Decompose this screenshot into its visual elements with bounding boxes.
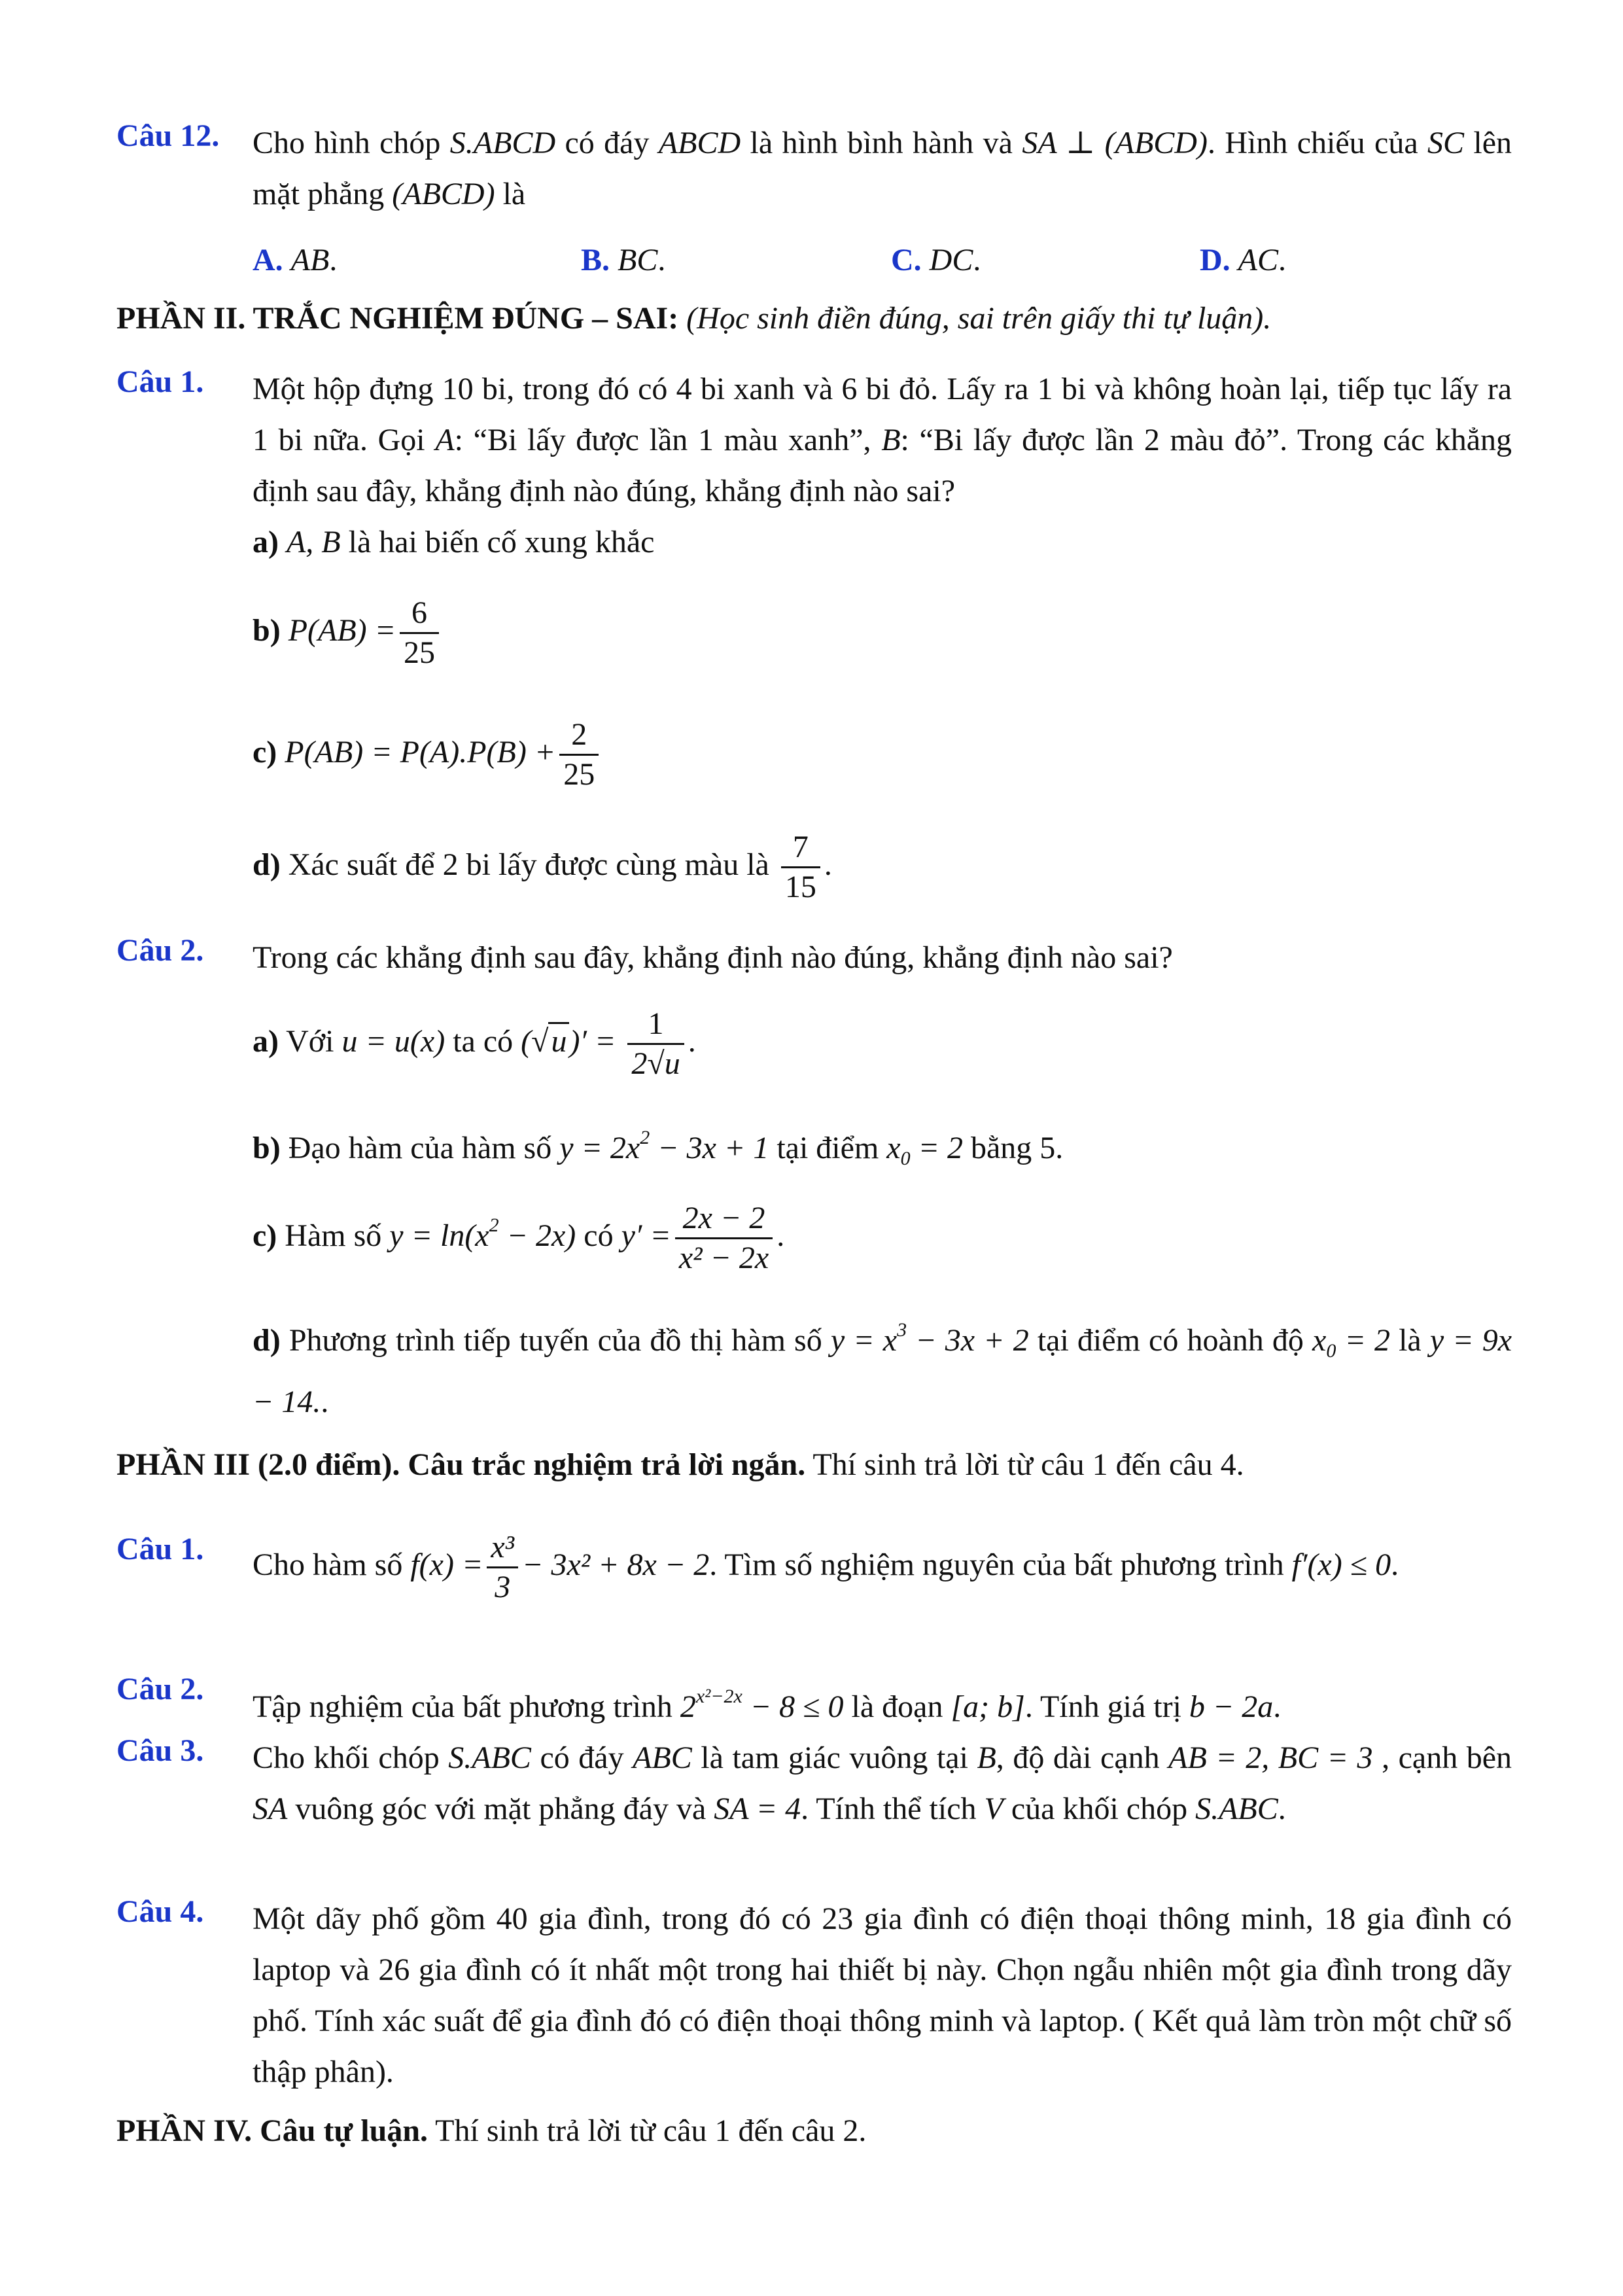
question-text: Trong các khẳng định sau đây, khẳng định nào đúng, khẳng định nào sai? [253,940,1173,975]
statement-a: a) Với u = u(x) ta có (√u)′ = $\frac{1}{2√u}$ . [253,1006,696,1082]
question-text: Tập nghiệm của bất phương trình $2^{x^2-2x} - 8 \le 0$ là đoạn [a; b]. Tính giá trị b − 2a. [253,1686,1282,1724]
statement-b: b) P(AB) = $\frac{6}{25}$ [253,597,1512,670]
question-label: Câu 12. [116,118,220,153]
question-label: Câu 1. [116,1532,204,1566]
fraction: $\frac{1}{2√u}$ [627,1008,684,1081]
question-text: Một hộp đựng 10 bi, trong đó có 4 bi xanh và 6 bi đỏ. Lấy ra 1 bi và không hoàn lại, tiếp tục lấy ra 1 bi nữa. Gọi A: “Bi lấy được lần 1 màu xanh”, B: “Bi lấy được lần 2 màu đỏ”. Trong các khẳng định sau đây, khẳng định nào đúng, khẳng định nào sai? [253,372,1512,508]
fraction: $\frac{2}{25}$ [559,718,599,792]
statement-a: a) A, B là hai biến cố xung khắc [253,525,655,559]
statement-c: c) Hàm số $y = \ln(x^2 - 2x)$ có y′ = $\frac{2x - 2}{\text{x² − 2x}}$ . [253,1201,785,1276]
fraction: $\frac{6}{25}$ [400,597,439,670]
option-b[interactable]: B. BC. [581,243,666,277]
fraction: $\frac{7}{15}$ [781,831,820,904]
question-text: Một dãy phố gồm 40 gia đình, trong đó có 23 gia đình có điện thoại thông minh, 18 gia đình có laptop và 26 gia đình có ít nhất một trong hai thiết bị này. Chọn ngẫu nhiên một gia đình trong dãy phố. Tính xác suất để gia đình đó có điện thoại thông minh và laptop. ( Kết quả làm tròn một chữ số thập phân). [253,1901,1512,2089]
statement-d: d) Xác suất để 2 bi lấy được cùng màu là $\frac{7}{15}$ . [253,830,832,905]
part-4-heading: PHẦN IV. Câu tự luận. Thí sinh trả lời từ câu 1 đến câu 2. [116,2113,867,2148]
question-label: Câu 4. [116,1894,204,1929]
question-label: Câu 2. [116,1672,204,1706]
option-a[interactable]: A. AB. [253,243,338,277]
question-text: Cho hình chóp S.ABCD có đáy ABCD là hình bình hành và SA ⊥ (ABCD). Hình chiếu của SC lên mặt phẳng (ABCD) là [253,126,1512,211]
statement-d: d) Phương trình tiếp tuyến của đồ thị hàm số $y = x^3 - 3x + 2$ tại điểm có hoành độ $x_0 = 2$ là y = 9x − 14.. [253,1319,1512,1419]
statement-b: b) Đạo hàm của hàm số $y = 2x^2 - 3x + 1$ tại điểm $x_0 = 2$ bằng 5. [253,1127,1064,1169]
question-label: Câu 2. [116,933,204,968]
statement-c: c) P(AB) = P(A).P(B) + $\frac{2}{25}$ [253,718,1512,792]
fraction: $\frac{2x - 2}{\text{x² − 2x}}$ [675,1202,773,1275]
part-3-heading: PHẦN III (2.0 điểm). Câu trắc nghiệm trả lời ngắn. Thí sinh trả lời từ câu 1 đến câu 4. [116,1447,1244,1482]
fraction: $\frac{\text{x³}}{3}$ [487,1531,518,1604]
question-label: Câu 1. [116,364,204,399]
question-text: Cho khối chóp S.ABC có đáy ABC là tam giác vuông tại B, độ dài cạnh AB = 2, BC = 3 , cạnh bên SA vuông góc với mặt phẳng đáy và SA = 4. Tính thể tích V của khối chóp S.ABC. [253,1740,1512,1826]
answer-options [0,242,1623,294]
question-text: Cho hàm số f(x) = $\frac{\text{x³}}{3}$ − 3x² + 8x − 2. Tìm số nghiệm nguyên của bất phương trình f′(x) ≤ 0. [253,1530,1399,1605]
option-c[interactable]: C. DC. [891,243,981,277]
part-2-heading: PHẦN II. TRẮC NGHIỆM ĐÚNG – SAI: (Học sinh điền đúng, sai trên giấy thi tự luận). [116,301,1272,336]
question-label: Câu 3. [116,1733,204,1768]
option-d[interactable]: D. AC. [1200,243,1287,277]
